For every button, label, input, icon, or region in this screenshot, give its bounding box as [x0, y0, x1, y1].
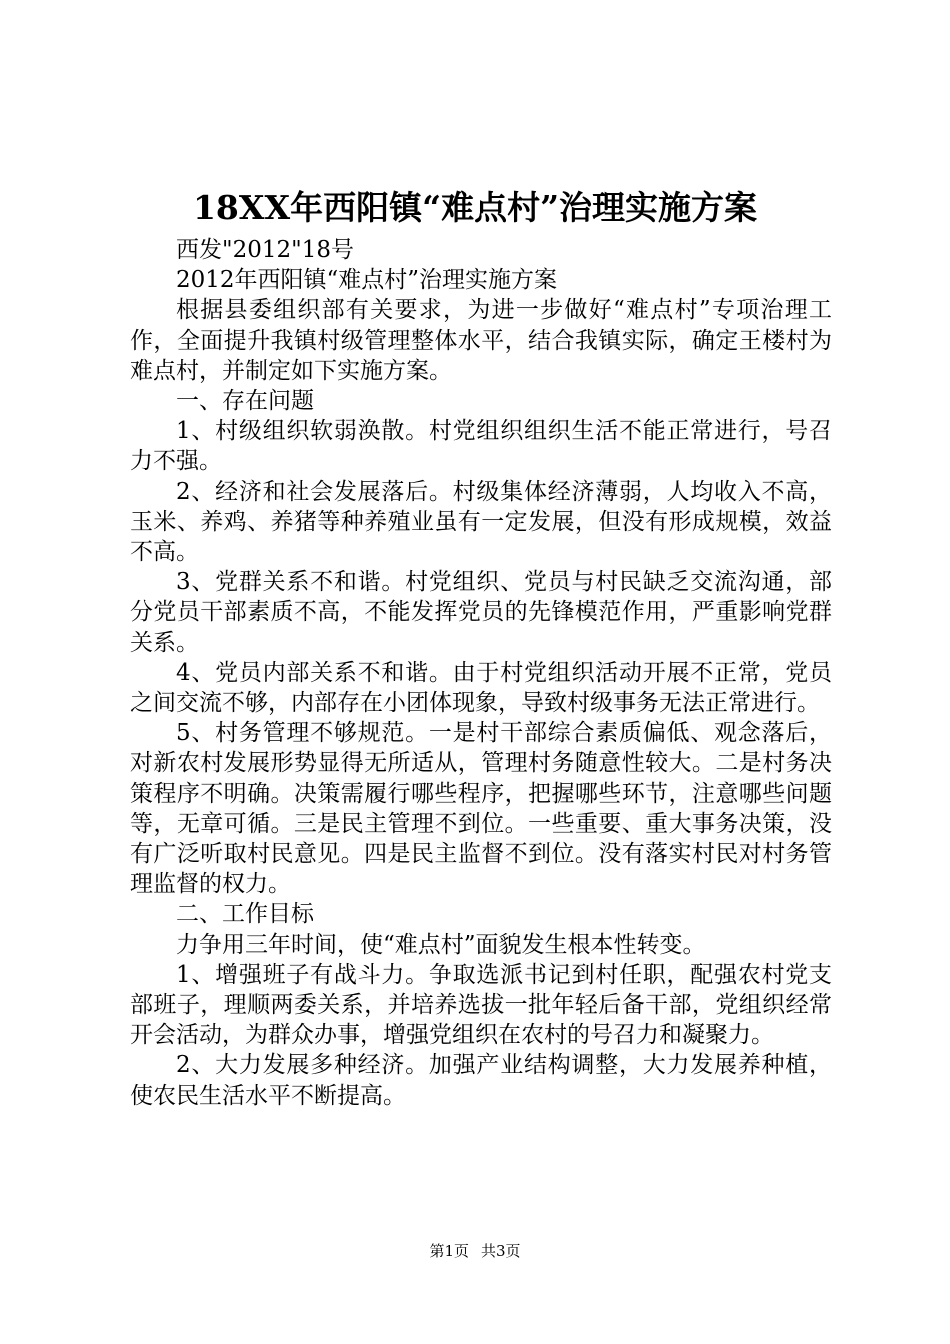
section-heading: 二、工作目标 [176, 901, 314, 928]
document-body [130, 235, 832, 1111]
page-number: 第1页 [429, 1242, 469, 1260]
paragraph: 2、经济和社会发展落后。村级集体经济薄弱，人均收入不高，玉米、养鸡、养猪等种养殖业虽有一定发展，但没有形成规模，效益不高。 [130, 478, 832, 566]
paragraph: 根据县委组织部有关要求，为进一步做好“难点村”专项治理工作，全面提升我镇村级管理整体水平，结合我镇实际，确定王楼村为难点村，并制定如下实施方案。 [130, 297, 832, 384]
page-footer [0, 1241, 950, 1261]
paragraph: 2、大力发展多种经济。加强产业结构调整，大力发展养种植，使农民生活水平不断提高。 [130, 1052, 832, 1109]
document-number: 西发"2012"18号 [176, 237, 354, 263]
paragraph: 1、村级组织软弱涣散。村党组织组织生活不能正常进行，号召力不强。 [130, 418, 832, 475]
document-title: 18XX年西阳镇“难点村”治理实施方案 [192, 188, 758, 227]
section-heading: 一、存在问题 [176, 388, 314, 415]
paragraph: 4、党员内部关系不和谐。由于村党组织活动开展不正常，党员之间交流不够，内部存在小团体现象，导致村级事务无法正常进行。 [130, 659, 832, 717]
paragraph: 1、增强班子有战斗力。争取选派书记到村任职，配强农村党支部班子，理顺两委关系，并培养选拔一批年轻后备干部，党组织经常开会活动，为群众办事，增强党组织在农村的号召力和凝聚力。 [130, 961, 832, 1049]
paragraph: 3、党群关系不和谐。村党组织、党员与村民缺乏交流沟通，部分党员干部素质不高，不能发挥党员的先锋模范作用，严重影响党群关系。 [130, 569, 832, 656]
paragraph: 5、村务管理不够规范。一是村干部综合素质偏低、观念落后，对新农村发展形势显得无所适从，管理村务随意性较大。二是村务决策程序不明确。决策需履行哪些程序，把握哪些环节，注意哪些问题等，无章可循。三是民主管理不到位。一些重要、重大事务决策，没有广泛听取村民意见。四是民主监督不到位。没有落实村民对村务管理监督的权力。 [130, 720, 832, 898]
document-subtitle: 2012年西阳镇“难点村”治理实施方案 [176, 267, 558, 294]
page-total: 共3页 [481, 1242, 521, 1260]
paragraph: 力争用三年时间，使“难点村”面貌发生根本性转变。 [176, 931, 706, 958]
